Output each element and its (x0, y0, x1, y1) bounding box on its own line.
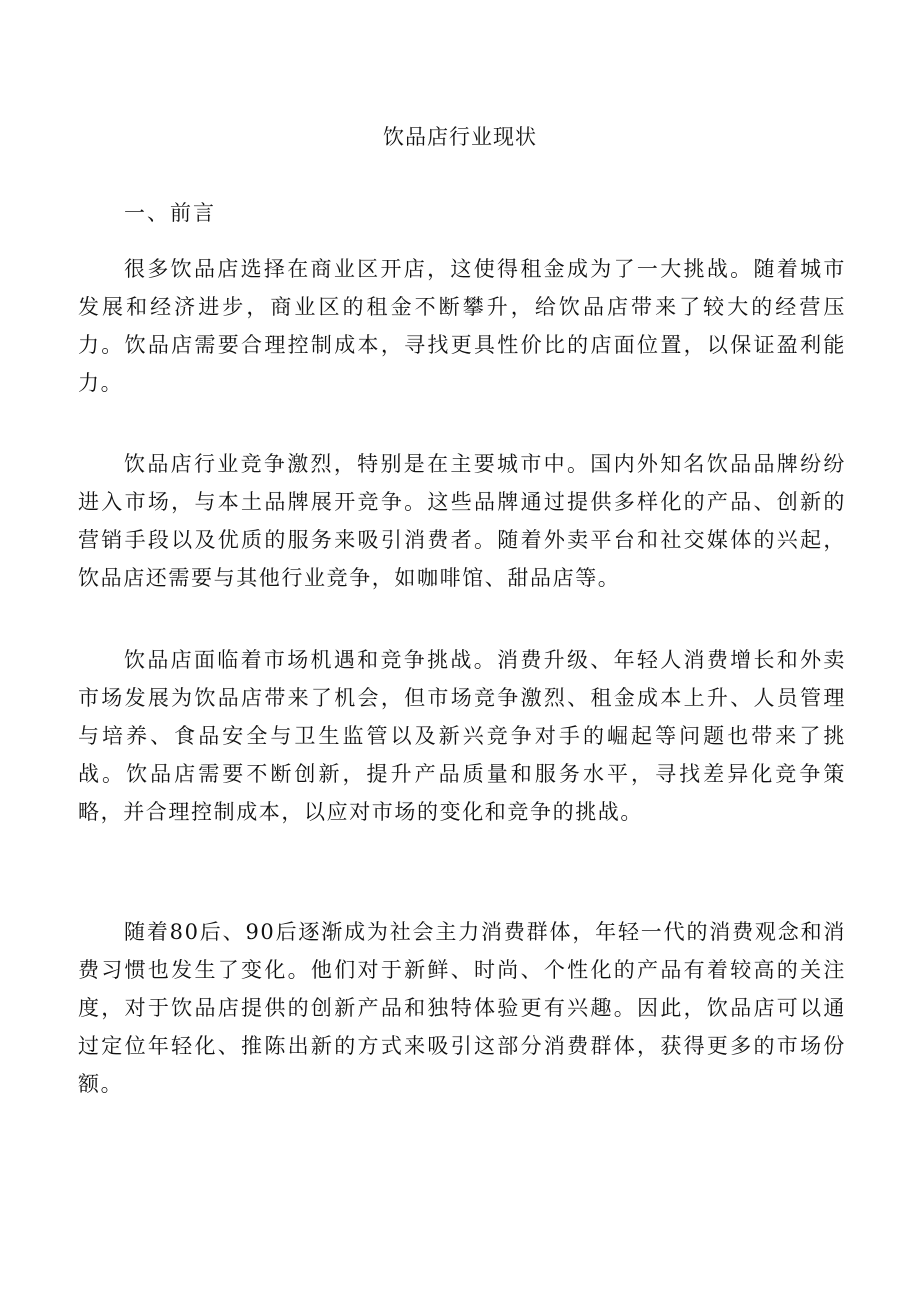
paragraph-2: 饮品店行业竞争激烈，特别是在主要城市中。国内外知名饮品品牌纷纷进入市场，与本土品牌展开竞争。这些品牌通过提供多样化的产品、创新的营销手段以及优质的服务来吸引消费者。随着外卖平台和社交媒体的兴起，饮品店还需要与其他行业竞争，如咖啡馆、甜品店等。 (78, 452, 846, 590)
paragraph-1: 很多饮品店选择在商业区开店，这使得租金成为了一大挑战。随着城市发展和经济进步，商业区的租金不断攀升，给饮品店带来了较大的经营压力。饮品店需要合理控制成本，寻找更具性价比的店面位置，以保证盈利能力。 (78, 257, 846, 395)
paragraph-4: 随着80后、90后逐渐成为社会主力消费群体，年轻一代的消费观念和消费习惯也发生了变化。他们对于新鲜、时尚、个性化的产品有着较高的关注度，对于饮品店提供的创新产品和独特体验更有兴趣。因此，饮品店可以通过定位年轻化、推陈出新的方式来吸引这部分消费群体，获得更多的市场份额。 (78, 920, 846, 1096)
document-title: 饮品店行业现状 (383, 125, 537, 149)
paragraph-3: 饮品店面临着市场机遇和竞争挑战。消费升级、年轻人消费增长和外卖市场发展为饮品店带来了机会，但市场竞争激烈、租金成本上升、人员管理与培养、食品安全与卫生监管以及新兴竞争对手的崛起等问题也带来了挑战。饮品店需要不断创新，提升产品质量和服务水平，寻找差异化竞争策略，并合理控制成本，以应对市场的变化和竞争的挑战。 (78, 648, 846, 824)
section-heading: 一、前言 (124, 201, 216, 225)
